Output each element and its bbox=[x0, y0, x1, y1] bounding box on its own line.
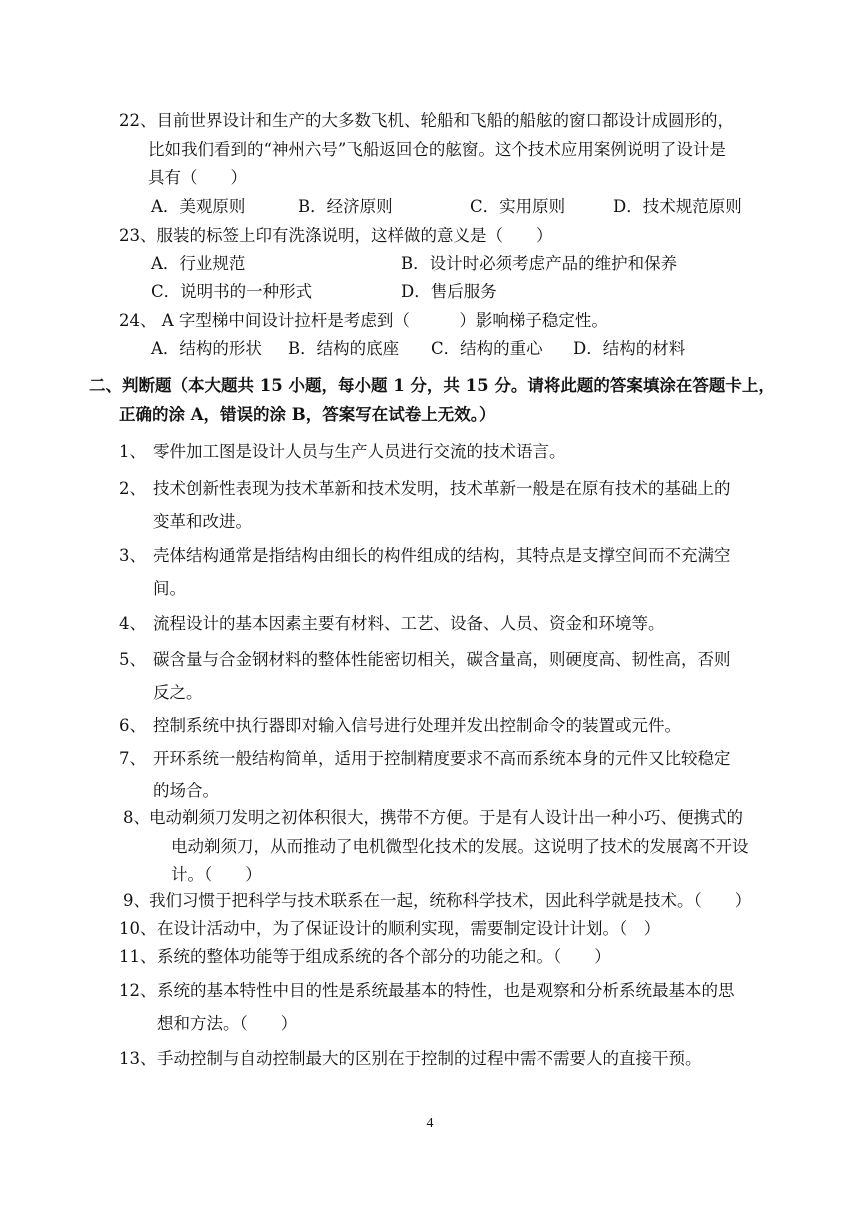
tf-item-num: 6、 bbox=[119, 716, 146, 735]
q22-option-c: C．实用原则 bbox=[470, 197, 566, 216]
tf-item-text: 壳体结构通常是指结构由细长的构件组成的结构，其特点是支撑空间而不充满空 bbox=[153, 546, 731, 565]
q24-option-d: D．结构的材料 bbox=[573, 339, 686, 358]
q24-option-c: C．结构的重心 bbox=[431, 339, 543, 358]
q23-option-d: D．售后服务 bbox=[401, 282, 497, 301]
tf-item-text: 流程设计的基本因素主要有材料、工艺、设备、人员、资金和环境等。 bbox=[153, 614, 665, 633]
tf-item-num: 12、 bbox=[119, 981, 157, 1000]
tf-item-num: 2、 bbox=[119, 479, 146, 498]
q24-option-a: A．结构的形状 bbox=[151, 339, 262, 358]
q22-option-d: D．技术规范原则 bbox=[613, 197, 742, 216]
section-2-heading-line-1: 二、判断题（本大题共 15 小题，每小题 1 分，共 15 分。请将此题的答案填涂在答题卡上， bbox=[89, 376, 775, 395]
tf-item-text: 间。 bbox=[153, 579, 186, 598]
q23-option-b: B．设计时必须考虑产品的维护和保养 bbox=[401, 254, 678, 273]
tf-item-text: 碳含量与合金钢材料的整体性能密切相关，碳含量高，则硬度高、韧性高，否则 bbox=[153, 650, 731, 669]
tf-item-num: 10、 bbox=[119, 919, 157, 938]
tf-item-text: 变革和改进。 bbox=[153, 512, 252, 531]
tf-item-num: 9、 bbox=[123, 891, 150, 910]
tf-item-text: 手动控制与自动控制最大的区别在于控制的过程中需不需要人的直接干预。 bbox=[157, 1049, 702, 1068]
tf-item-text: 想和方法。（ ） bbox=[157, 1014, 298, 1033]
q24-line-1: 24、 A 字型梯中间设计拉杆是考虑到（ ）影响梯子稳定性。 bbox=[119, 311, 608, 330]
tf-item-text: 的场合。 bbox=[153, 781, 219, 800]
tf-item-text: 在设计活动中，为了保证设计的顺利实现，需要制定设计计划。（ ） bbox=[157, 919, 661, 938]
section-2-heading-line-2: 正确的涂 A，错误的涂 B，答案写在试卷上无效。） bbox=[119, 405, 496, 424]
tf-item-text: 系统的基本特性中目的性是系统最基本的特性，也是观察和分析系统最基本的思 bbox=[157, 981, 735, 1000]
q23-option-a: A．行业规范 bbox=[151, 254, 246, 273]
tf-item-num: 13、 bbox=[119, 1049, 157, 1068]
tf-item-text: 技术创新性表现为技术革新和技术发明，技术革新一般是在原有技术的基础上的 bbox=[153, 479, 731, 498]
tf-item-text: 开环系统一般结构简单，适用于控制精度要求不高而系统本身的元件又比较稳定 bbox=[153, 749, 731, 768]
tf-item-text: 电动剃须刀，从而推动了电机微型化技术的发展。这说明了技术的发展离不开设 bbox=[171, 837, 749, 856]
tf-item-num: 4、 bbox=[119, 614, 146, 633]
tf-item-num: 3、 bbox=[119, 546, 146, 565]
q22-option-b: B．经济原则 bbox=[298, 197, 393, 216]
tf-item-num: 11、 bbox=[119, 947, 157, 966]
tf-item-text: 系统的整体功能等于组成系统的各个部分的功能之和。（ ） bbox=[157, 947, 611, 966]
q24-option-b: B．结构的底座 bbox=[288, 339, 400, 358]
tf-item-text: 反之。 bbox=[153, 683, 203, 702]
q22-line-3: 具有（ ） bbox=[148, 168, 247, 187]
q22-line-2: 比如我们看到的“神州六号”飞船返回仓的舷窗。这个技术应用案例说明了设计是 bbox=[148, 140, 726, 159]
page-number: 4 bbox=[426, 1116, 434, 1131]
tf-item-num: 7、 bbox=[119, 749, 146, 768]
tf-item-text: 我们习惯于把科学与技术联系在一起，统称科学技术，因此科学就是技术。（ ） bbox=[149, 891, 752, 910]
tf-item-text: 零件加工图是设计人员与生产人员进行交流的技术语言。 bbox=[153, 442, 566, 461]
tf-item-text: 控制系统中执行器即对输入信号进行处理并发出控制命令的装置或元件。 bbox=[153, 716, 681, 735]
tf-item-text: 计。（ ） bbox=[171, 865, 262, 884]
tf-item-num: 8、 bbox=[123, 808, 150, 827]
q23-line-1: 23、服装的标签上印有洗涤说明，这样做的意义是（ ） bbox=[119, 226, 553, 245]
q22-option-a: A．美观原则 bbox=[151, 197, 246, 216]
tf-item-num: 5、 bbox=[119, 650, 146, 669]
tf-item-num: 1、 bbox=[119, 442, 146, 461]
q22-line-1: 22、目前世界设计和生产的大多数飞机、轮船和飞船的船舷的窗口都设计成圆形的， bbox=[119, 111, 734, 130]
tf-item-text: 电动剃须刀发明之初体积很大，携带不方便。于是有人设计出一种小巧、便携式的 bbox=[149, 808, 743, 827]
q23-option-c: C．说明书的一种形式 bbox=[151, 282, 313, 301]
